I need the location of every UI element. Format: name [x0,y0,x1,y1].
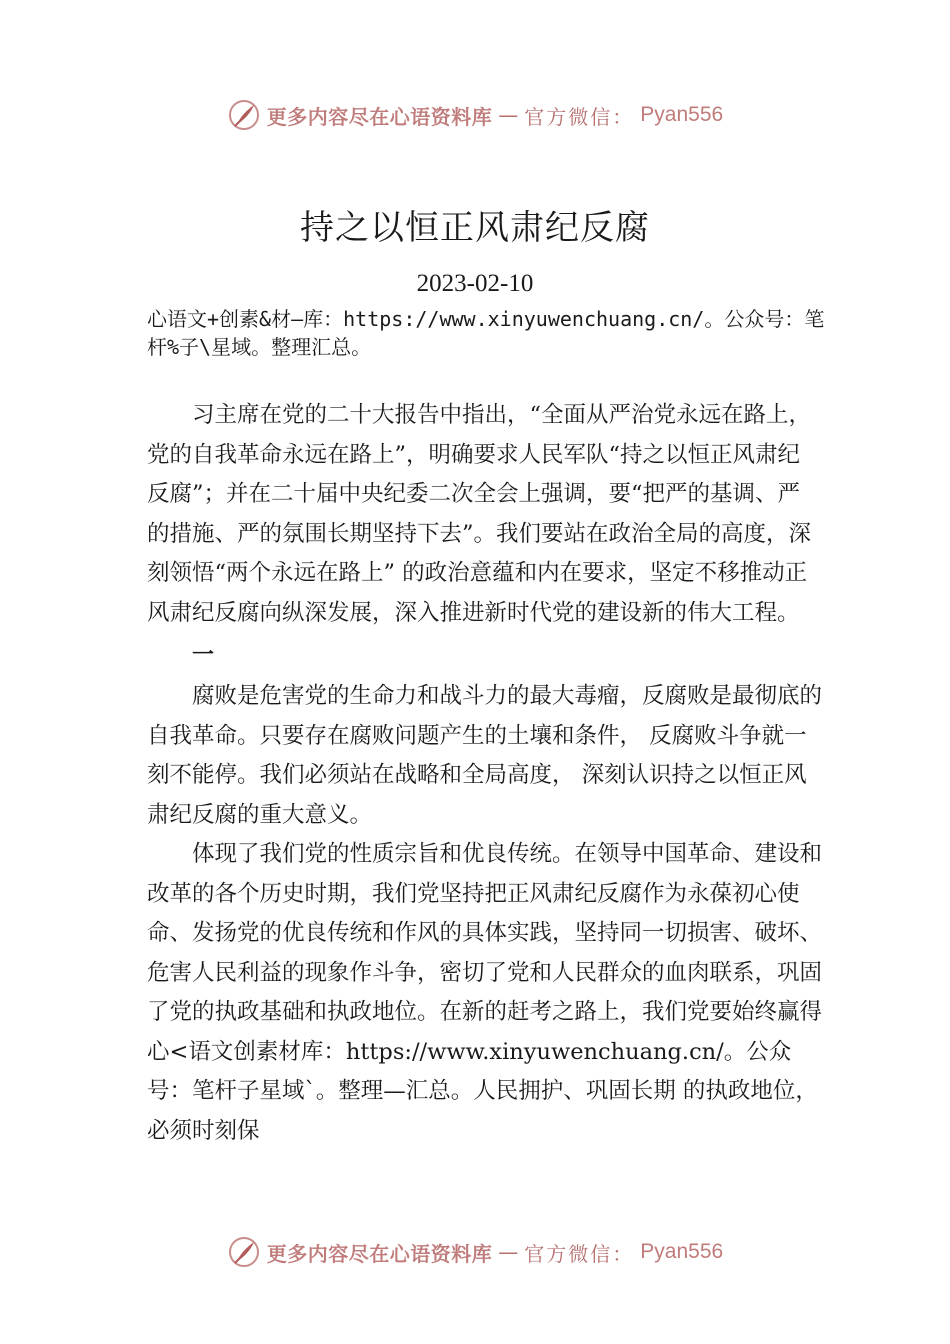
intro-paragraph: 习主席在党的二十大报告中指出，“全面从严治党永远在路上，党的自我革命永远在路上”，明确要求人民军队“持之以恒正风肃纪反腐”；并在二十届中央纪委二次全会上强调，要“把严的基调、严的措施、严的氛围长期坚持下去”。我们要站在政治全局的高度，深刻领悟“两个永远在路上” 的政治意蕴和内在要求，坚定不移推动正风肃纪反腐向纵深发展，深入推进新时代党的建设新的伟大工程。 [147,402,812,626]
banner-separator: — [498,103,519,127]
article-date: 2023-02-10 [416,270,534,297]
quill-logo-icon [227,1235,261,1269]
header-banner [0,95,950,135]
banner-brand: 更多内容尽在心语资料库 [266,104,493,129]
body-paragraph: 腐败是危害党的生命力和战斗力的最大毒瘤，反腐败是最彻底的自我革命。只要存在腐败问题产生的土壤和条件， 反腐败斗争就一刻不能停。我们必须站在战略和全局高度， 深刻认识持之以恒正风肃纪反腐的重大意义。 [147,683,823,828]
article-title: 持之以恒正风肃纪反腐 [300,208,650,248]
banner-wechat-label: 官方微信： [524,1241,635,1266]
article-body [147,396,822,1151]
banner-wechat-id: Pyan556 [640,103,724,126]
source-note: 心语文+创素&材—库：https://www.xinyuwenchuang.cn/。公众号：笔杆%子\星域。整理汇总。 [147,307,825,359]
banner-wechat-id: Pyan556 [640,1240,724,1263]
section-heading: 一 [192,642,215,668]
quill-logo-icon [227,98,261,132]
banner-wechat-label: 官方微信： [524,104,635,129]
banner-brand: 更多内容尽在心语资料库 [266,1241,493,1266]
banner-separator: — [498,1240,519,1264]
footer-banner [0,1232,950,1272]
body-paragraph: 体现了我们党的性质宗旨和优良传统。在领导中国革命、建设和改革的各个历史时期，我们党坚持把正风肃纪反腐作为永葆初心使命、发扬党的优良传统和作风的具体实践，坚持同一切损害、破坏、危害人民利益的现象作斗争，密切了党和人民群众的血肉联系，巩固了党的执政基础和执政地位。在新的赶考之路上，我们党要始终赢得心<语文创素材库：https://www.xinyuwenchuang.cn/。公众号：笔杆子星域`。整理—汇总。人民拥护、巩固长期 的执政地位，必须时刻保 [147,841,823,1144]
